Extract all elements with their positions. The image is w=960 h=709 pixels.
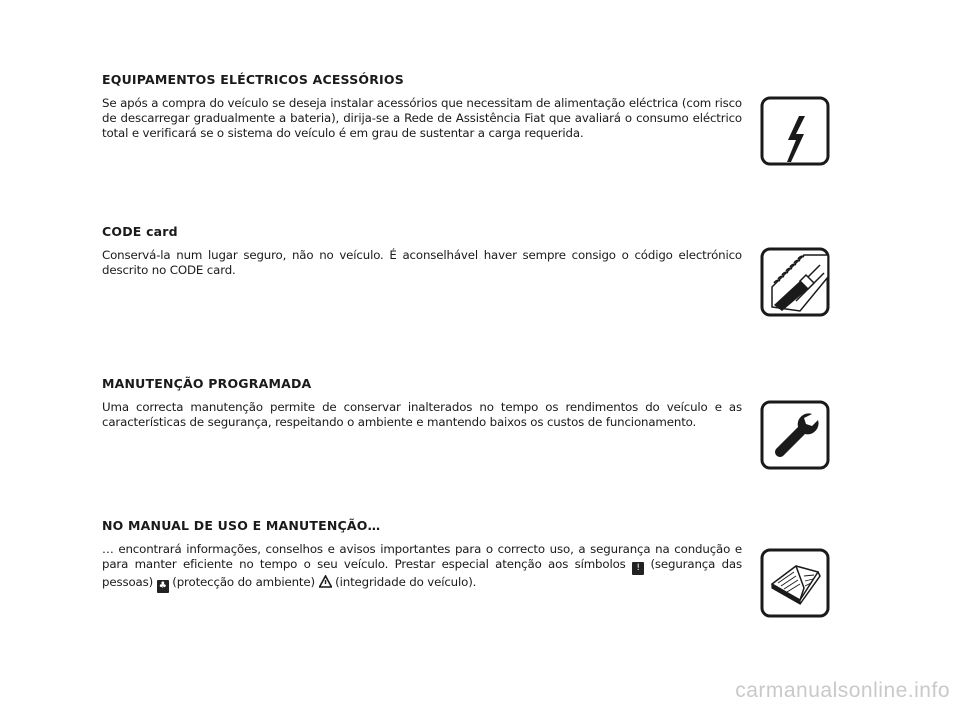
section-code-card bbox=[102, 224, 742, 278]
section-body: Conservá-la num lugar seguro, não no veículo. É aconselhável haver sempre consigo o código electrónico descrito no CODE card. bbox=[102, 248, 742, 277]
open-book-icon bbox=[760, 548, 830, 618]
warning-triangle-icon bbox=[319, 575, 332, 588]
watermark: carmanualsonline.info bbox=[735, 679, 950, 702]
section-body: Se após a compra do veículo se deseja instalar acessórios que necessitam de alimentação eléctrica (com risco de descarregar gradualmente a bateria), dirija-se a Rede de Assistência Fiat que avaliará o consumo eléctrico total e verificará se o sistema do veículo é em grau de sustentar a carga requerida. bbox=[102, 96, 742, 140]
section-electrical-accessories bbox=[102, 72, 742, 140]
section-body bbox=[102, 542, 742, 593]
body-text-part: (protecção do ambiente) bbox=[172, 574, 315, 589]
section-scheduled-maintenance bbox=[102, 376, 742, 430]
body-text-part: (integridade do veículo). bbox=[335, 574, 477, 589]
section-body: Uma correcta manutenção permite de conservar inalterados no tempo os rendimentos do veículo e as características de segurança, respeitando o ambiente e mantendo baixos os custos de funcionamento. bbox=[102, 400, 742, 429]
body-text-part: … encontrará informações, conselhos e avisos importantes para o correcto uso, a segurança na condução e para manter eficiente no tempo o seu veículo. Prestar especial atenção aos símbolos bbox=[102, 542, 742, 571]
environment-tree-icon: ♣ bbox=[157, 580, 169, 593]
warning-person-icon: ! bbox=[632, 562, 644, 575]
section-owner-manual bbox=[102, 518, 742, 593]
section-heading: MANUTENÇÃO PROGRAMADA bbox=[102, 376, 312, 391]
section-heading: EQUIPAMENTOS ELÉCTRICOS ACESSÓRIOS bbox=[102, 72, 404, 87]
section-heading: CODE card bbox=[102, 224, 178, 239]
body-text-part: (segurança das pessoas) bbox=[102, 556, 743, 589]
section-heading: NO MANUAL DE USO E MANUTENÇÃO… bbox=[102, 518, 381, 533]
notebook-pencil-icon bbox=[760, 247, 830, 317]
lightning-bolt-icon bbox=[760, 96, 830, 166]
wrench-icon bbox=[760, 400, 830, 470]
